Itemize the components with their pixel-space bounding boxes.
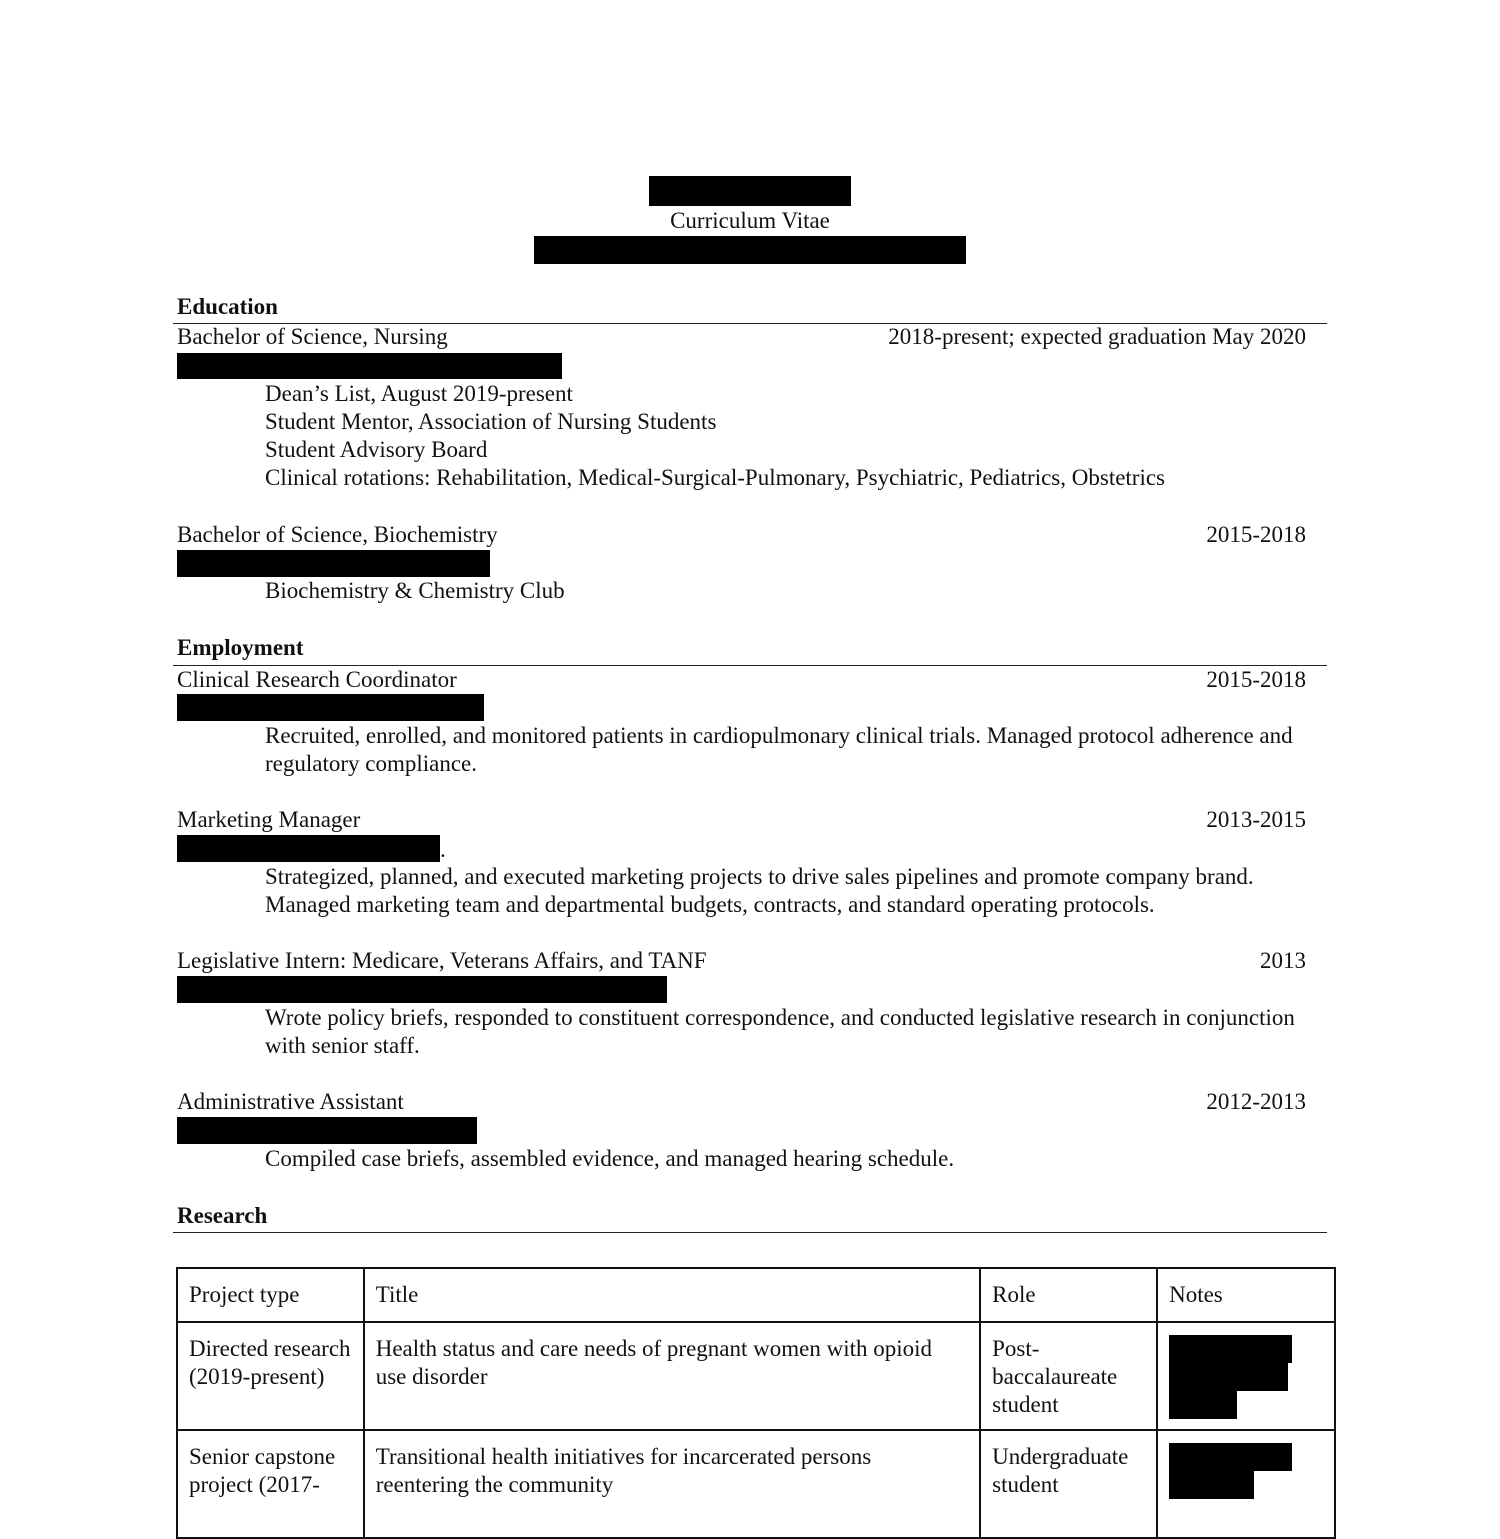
redacted-name [649,176,851,206]
job-dates: 2013 [1260,948,1306,973]
research-table [176,1267,1336,1539]
employer-suffix: . [440,837,446,862]
job-title: Administrative Assistant [177,1089,404,1114]
education-dates-biochemistry: 2015-2018 [1206,522,1306,547]
education-detail: Dean’s List, August 2019-present [265,381,573,406]
education-dates-nursing: 2018-present; expected graduation May 2020 [888,324,1306,349]
job-dates: 2013-2015 [1206,807,1306,832]
redacted-employer [177,835,440,862]
job-description: Recruited, enrolled, and monitored patients in cardiopulmonary clinical trials. Managed protocol adherence and regulatory compliance. [265,723,1293,776]
project-notes-cell [1157,1322,1335,1430]
redacted-note [1169,1391,1237,1419]
redacted-employer [177,694,484,721]
research-rule [173,1232,1327,1233]
project-type-cell: Directed research (2019-present) [177,1322,364,1430]
column-header: Project type [177,1268,364,1322]
job-description: Compiled case briefs, assembled evidence, and managed hearing schedule. [265,1146,955,1171]
project-title-cell: Transitional health initiatives for incarcerated persons reentering the community [364,1430,980,1538]
redacted-note [1169,1443,1292,1471]
page-title: Curriculum Vitae [670,208,830,233]
job-description: Wrote policy briefs, responded to constituent correspondence, and conducted legislative research in conjunction with senior staff. [265,1005,1295,1058]
redacted-institution [177,550,490,577]
redacted-note [1169,1363,1288,1391]
table-row [177,1430,1335,1538]
education-detail: Student Mentor, Association of Nursing Students [265,409,717,434]
redacted-institution [177,353,562,379]
education-detail: Student Advisory Board [265,437,488,462]
employment-heading: Employment [177,635,304,660]
job-title: Legislative Intern: Medicare, Veterans Affairs, and TANF [177,948,707,973]
education-detail: Clinical rotations: Rehabilitation, Medical-Surgical-Pulmonary, Psychiatric, Pediatrics, Obstetrics [265,465,1166,490]
education-heading: Education [177,294,278,319]
project-role-cell: Post-baccalaureate student [980,1322,1157,1430]
job-title: Clinical Research Coordinator [177,667,457,692]
job-description: Strategized, planned, and executed marketing projects to drive sales pipelines and promote company brand. Managed marketing team and departmental budgets, contracts, and standard operating protocols. [265,864,1254,917]
education-degree-nursing: Bachelor of Science, Nursing [177,324,448,349]
job-dates: 2012-2013 [1206,1089,1306,1114]
education-detail: Biochemistry & Chemistry Club [265,578,565,603]
column-header: Notes [1157,1268,1335,1322]
job-title: Marketing Manager [177,807,361,832]
redacted-contact-info [534,236,966,264]
redacted-note [1169,1471,1254,1499]
redacted-employer [177,1117,477,1144]
column-header: Role [980,1268,1157,1322]
job-dates: 2015-2018 [1206,667,1306,692]
project-role-cell: Undergraduate student [980,1430,1157,1538]
project-notes-cell [1157,1430,1335,1538]
project-title-cell: Health status and care needs of pregnant women with opioid use disorder [364,1322,980,1430]
education-degree-biochemistry: Bachelor of Science, Biochemistry [177,522,498,547]
research-table-header [177,1268,1335,1322]
research-heading: Research [177,1203,268,1228]
redacted-note [1169,1335,1292,1363]
project-type-cell: Senior capstone project (2017- [177,1430,364,1538]
redacted-employer [177,976,667,1003]
column-header: Title [364,1268,980,1322]
table-row [177,1322,1335,1430]
